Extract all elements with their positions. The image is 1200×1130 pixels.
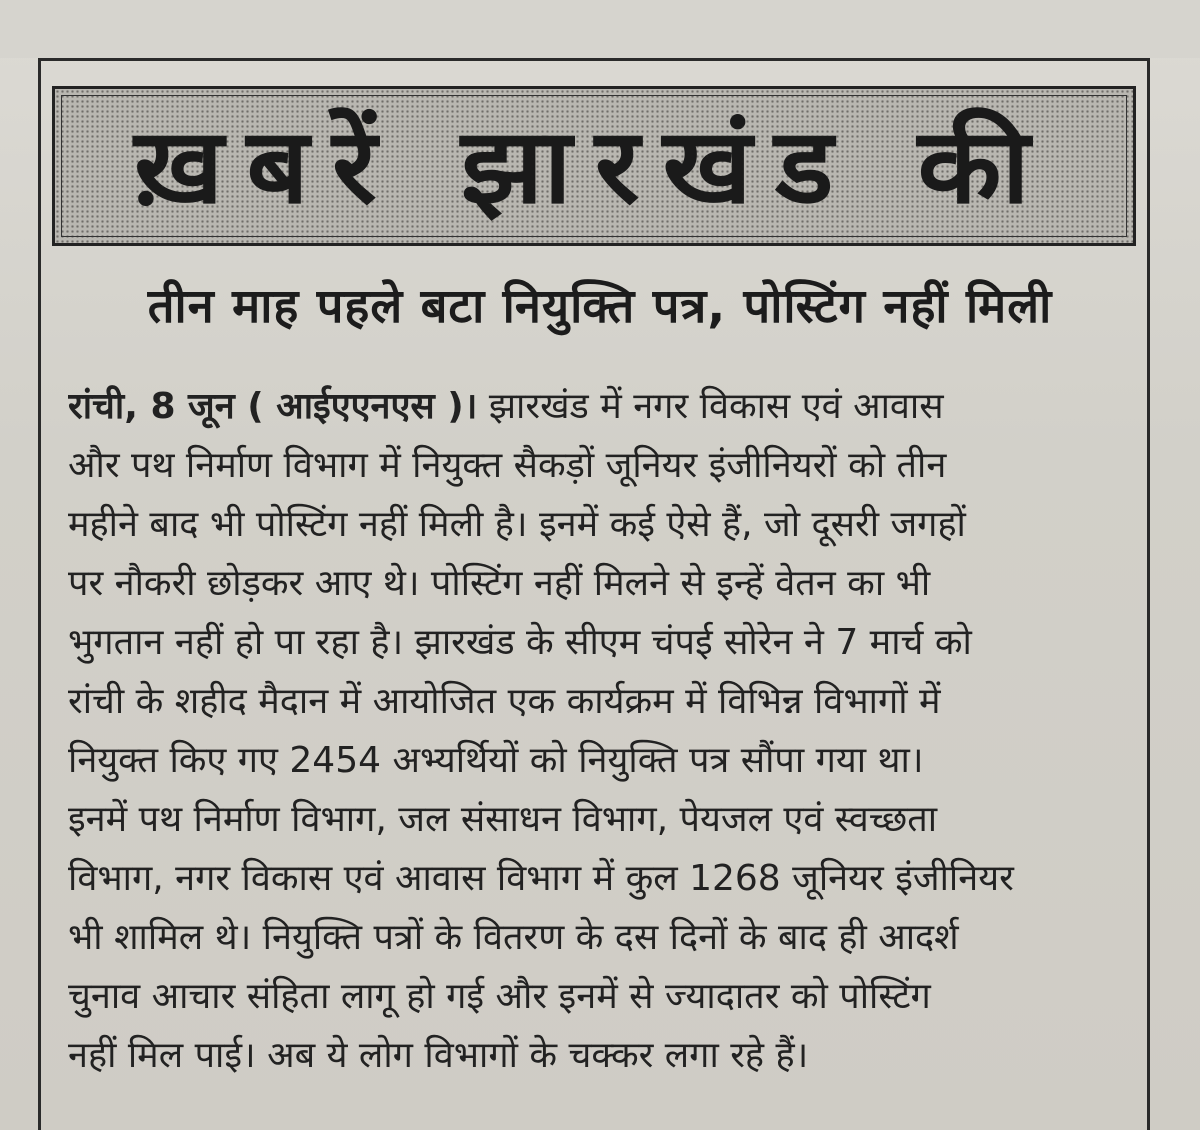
masthead-box [52, 86, 1136, 246]
article-line-12: नहीं मिल पाई। अब ये लोग विभागों के चक्कर लगा रहे हैं। [68, 1035, 809, 1076]
article-line-9: विभाग, नगर विकास एवं आवास विभाग में कुल 1268 जूनियर इंजीनियर [68, 858, 1014, 899]
article-body [68, 377, 1140, 1085]
article-line-7: नियुक्त किए गए 2454 अभ्यर्थियों को नियुक्ति पत्र सौंपा गया था। [68, 740, 924, 781]
article-line-3: महीने बाद भी पोस्टिंग नहीं मिली है। इनमें कई ऐसे हैं, जो दूसरी जगहों [68, 504, 966, 545]
article-line-1-text: झारखंड में नगर विकास एवं आवास [477, 386, 944, 427]
article-line-8: इनमें पथ निर्माण विभाग, जल संसाधन विभाग, पेयजल एवं स्वच्छता [68, 799, 938, 840]
paper-top-margin [0, 0, 1200, 58]
article-line-1 [68, 377, 1140, 436]
article-line-6: रांची के शहीद मैदान में आयोजित एक कार्यक्रम में विभिन्न विभागों में [68, 681, 941, 722]
article-line-11: चुनाव आचार संहिता लागू हो गई और इनमें से ज्यादातर को पोस्टिंग [68, 976, 931, 1017]
article-line-5: भुगतान नहीं हो पा रहा है। झारखंड के सीएम चंपई सोरेन ने 7 मार्च को [68, 622, 972, 663]
article-headline: तीन माह पहले बटा नियुक्ति पत्र, पोस्टिंग नहीं मिली [147, 279, 1053, 334]
masthead-title: ख़बरें झारखंड की [134, 105, 1054, 227]
article-line-10: भी शामिल थे। नियुक्ति पत्रों के वितरण के दस दिनों के बाद ही आदर्श [68, 917, 959, 958]
masthead-inner-border [61, 95, 1127, 237]
article-line-2: और पथ निर्माण विभाग में नियुक्त सैकड़ों जूनियर इंजीनियरों को तीन [68, 445, 947, 486]
article-line-4: पर नौकरी छोड़कर आए थे। पोस्टिंग नहीं मिलने से इन्हें वेतन का भी [68, 563, 931, 604]
article-dateline: रांची, 8 जून ( आईएएनएस )। [68, 386, 478, 427]
